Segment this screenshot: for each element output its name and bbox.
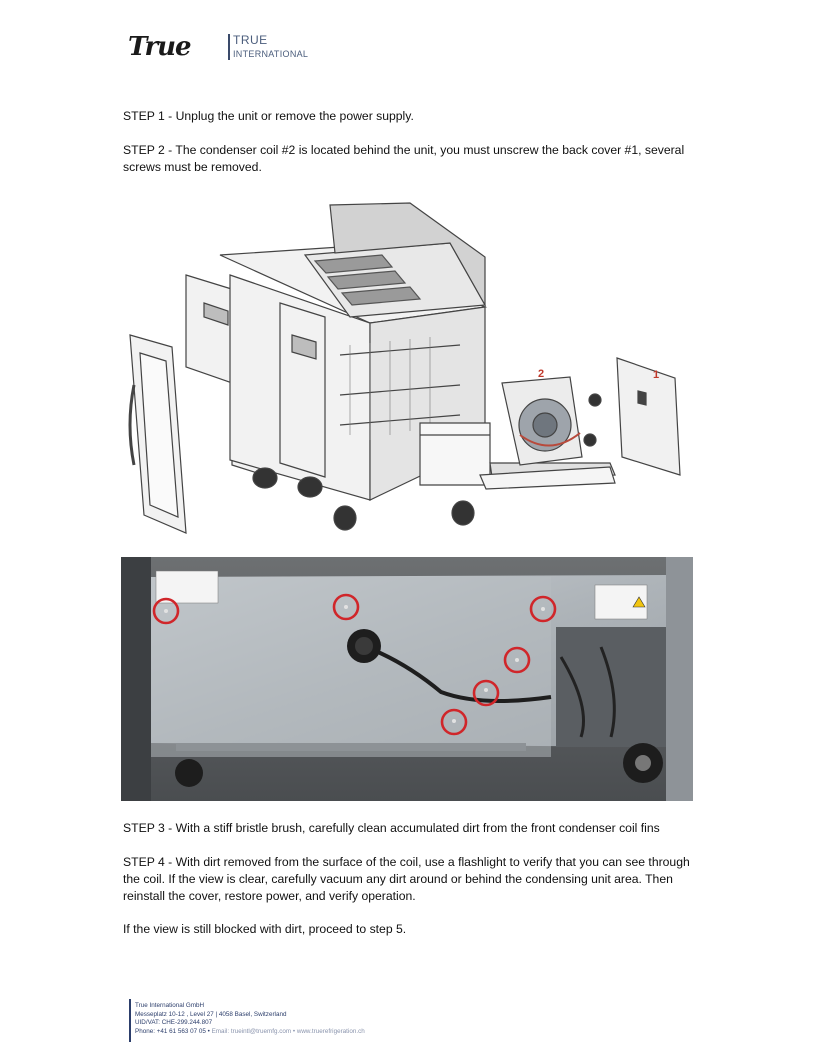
step-3-text: STEP 3 - With a stiff bristle brush, carefully clean accumulated dirt from the front condenser coil fins — [123, 821, 660, 835]
footer-phone: Phone: +41 61 563 07 05 • — [135, 1027, 212, 1035]
back-panel-photo — [121, 557, 693, 801]
footer-phone-line — [135, 1028, 365, 1037]
step-5-note: If the view is still blocked with dirt, proceed to step 5. — [123, 922, 407, 936]
footer-company: True International GmbH — [135, 1002, 205, 1009]
brand-subtitle: INTERNATIONAL — [233, 49, 309, 59]
cover-callout-label: 1 — [653, 369, 660, 381]
step-4-text: STEP 4 - With dirt removed from the surface of the coil, use a flashlight to verify that you can see through the coil. If the view is clear, carefully vacuum any dirt around or behind the condensing unit area. Then reinstall the cover, restore power, and verify operation. — [123, 855, 690, 903]
footer-address: Messeplatz 10-12 , Level 27 | 4058 Basel, Switzerland — [135, 1010, 287, 1018]
exploded-unit-diagram — [120, 195, 700, 540]
footer-contact — [135, 1002, 365, 1036]
electrical-box — [420, 423, 490, 485]
logo-divider — [228, 34, 230, 60]
step-2-text: STEP 2 - The condenser coil #2 is located behind the unit, you must unscrew the back cover #1, several screws must be removed. — [123, 143, 685, 174]
door-panel — [130, 335, 186, 533]
back-cover — [617, 358, 680, 475]
brand-name: TRUE — [233, 33, 268, 47]
footer-accent-bar — [129, 999, 131, 1042]
coil-callout-label: 2 — [538, 368, 545, 380]
footer-email-web: Email: trueintl@truemfg.com • www.truerefrigeration.ch — [211, 1027, 365, 1035]
footer-vat: UID/VAT: CHE-299.244.807 — [135, 1019, 213, 1027]
step-1-text: STEP 1 - Unplug the unit or remove the power supply. — [123, 109, 414, 123]
true-logo-mark: True — [128, 32, 191, 62]
